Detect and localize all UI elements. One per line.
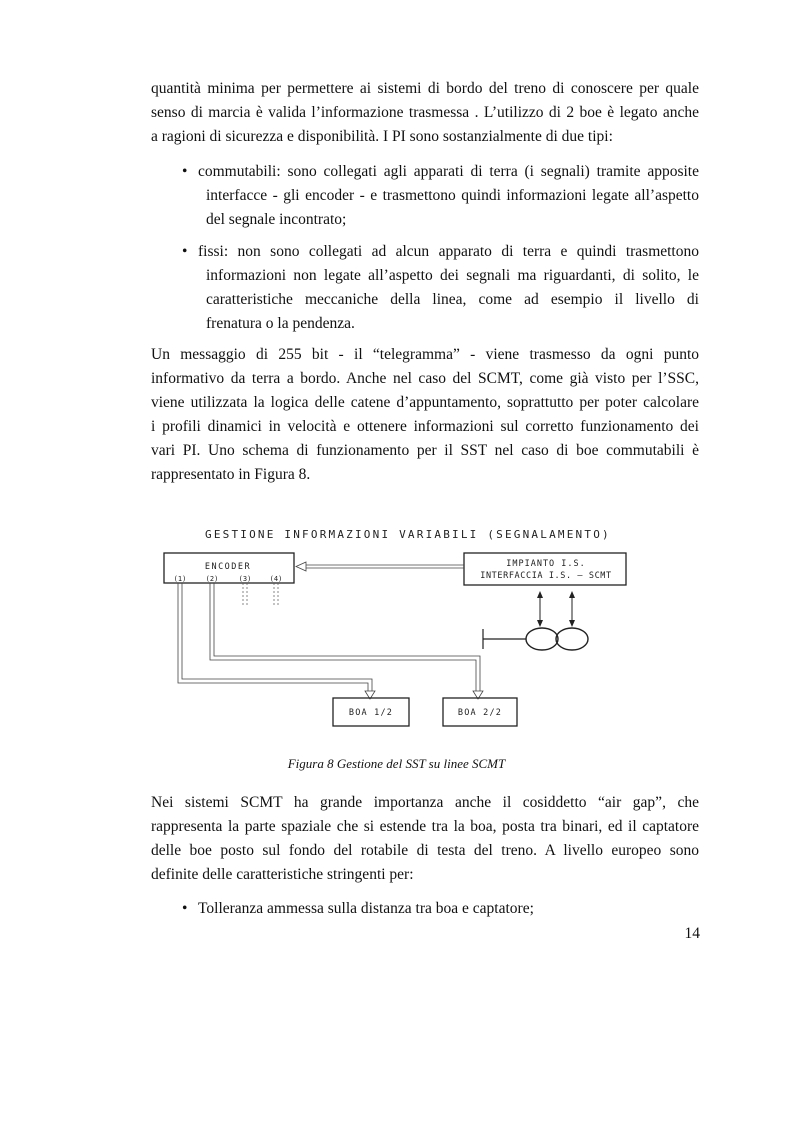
page-number: 14: [684, 925, 700, 942]
bullet-icon: •: [182, 243, 188, 260]
impianto-label: IMPIANTO I.S.: [506, 559, 586, 569]
paragraph-intro: [151, 77, 699, 149]
boa-1-label: BOA 1/2: [348, 708, 394, 718]
list-item-tolleranza: [182, 897, 699, 921]
arrow-down-icon: [569, 620, 575, 627]
paragraph-line: Nei sistemi SCMT ha grande importanza anche il cosiddetto “air gap”, che: [151, 794, 699, 811]
cable-boa1: [178, 583, 368, 693]
cable-boa2: [214, 583, 480, 693]
paragraph-air-gap: [151, 791, 699, 887]
list-line: frenatura o la pendenza.: [206, 315, 355, 332]
arrow-up-icon: [569, 591, 575, 598]
signal-light-icon: [556, 628, 588, 650]
paragraph-line: Un messaggio di 255 bit - il “telegramma” - viene trasmesso da ogni punto: [151, 346, 699, 363]
port-label: (1): [173, 575, 187, 583]
figure-8-diagram: [150, 515, 650, 745]
paragraph-line: i profili dinamici in velocità e ottenere informazioni sul corretto funzionamento dei: [151, 418, 699, 435]
list-line: fissi: non sono collegati ad alcun apparato di terra e quindi trasmettono: [198, 243, 699, 260]
list-item-fissi: [182, 240, 699, 336]
list-line: informazioni non legate all’aspetto dei segnali ma riguardanti, di solito, le: [206, 267, 699, 284]
boa-2-label: BOA 2/2: [457, 708, 503, 718]
paragraph-line: delle boe posto sul fondo del rotabile di testa del treno. A livello europeo sono: [151, 842, 699, 859]
cable-boa1: [182, 583, 372, 693]
paragraph-line: viene utilizzata la logica delle catene d’appuntamento, soprattutto per poter calcolare: [151, 394, 699, 411]
list-line: commutabili: sono collegati agli apparati di terra (i segnali) tramite apposite: [198, 163, 699, 180]
list-line: interfacce - gli encoder - e trasmettono quindi informazioni legate all’aspetto: [206, 187, 699, 204]
arrow-down-icon: [537, 620, 543, 627]
port-label: (4): [269, 575, 283, 583]
arrow-left-icon: [296, 562, 306, 571]
encoder-label: ENCODER: [204, 562, 252, 572]
bullet-icon: •: [182, 900, 188, 917]
list-line: caratteristiche meccaniche della linea, come ad esempio il livello di: [206, 291, 699, 308]
paragraph-line: definite delle caratteristiche stringenti per:: [151, 866, 414, 883]
paragraph-line: senso di marcia è valida l’informazione trasmessa . L’utilizzo di 2 boe è legato anche: [151, 104, 699, 121]
paragraph-line: vari PI. Uno schema di funzionamento per il SST nel caso di boe commutabili è: [151, 442, 699, 459]
port-label: (2): [205, 575, 219, 583]
paragraph-telegramma: [151, 343, 699, 487]
paragraph-line: a ragioni di sicurezza e disponibilità. I PI sono sostanzialmente di due tipi:: [151, 128, 613, 145]
list-item-commutabili: [182, 160, 699, 232]
diagram-title: GESTIONE INFORMAZIONI VARIABILI (SEGNALAMENTO): [205, 528, 611, 541]
paragraph-line: rappresentato in Figura 8.: [151, 466, 311, 483]
arrow-up-icon: [537, 591, 543, 598]
signal-light-icon: [526, 628, 558, 650]
bullet-icon: •: [182, 163, 188, 180]
figure-caption: Figura 8 Gestione del SST su linee SCMT: [287, 756, 506, 771]
interfaccia-label: INTERFACCIA I.S. – SCMT: [480, 571, 612, 581]
list-line: Tolleranza ammessa sulla distanza tra boa e captatore;: [198, 900, 534, 917]
paragraph-line: rappresenta la parte spaziale che si estende tra la boa, posta tra binari, ed il captatore: [151, 818, 699, 835]
port-label: (3): [238, 575, 252, 583]
cable-boa2: [210, 583, 476, 693]
list-line: del segnale incontrato;: [206, 211, 347, 228]
paragraph-line: quantità minima per permettere ai sistemi di bordo del treno di conoscere per quale: [151, 80, 699, 97]
paragraph-line: informativo da terra a bordo. Anche nel caso del SCMT, come già visto per l’SSC,: [151, 370, 699, 387]
